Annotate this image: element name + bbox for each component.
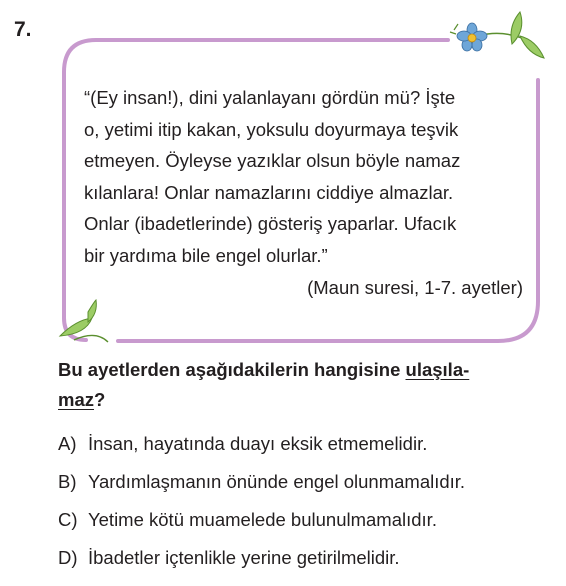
stem-underlined: maz	[58, 389, 94, 410]
leaf-icon	[60, 300, 108, 342]
verse-quote	[84, 82, 524, 271]
stem-line-1	[58, 355, 524, 385]
option-a[interactable]	[58, 432, 465, 470]
question-stem	[58, 355, 524, 415]
stem-text: ?	[94, 389, 106, 410]
stem-line-2	[58, 385, 524, 415]
option-letter: C)	[58, 509, 78, 530]
stem-text: Bu ayetlerden aşağıdakilerin hangisine	[58, 359, 406, 380]
option-letter: B)	[58, 471, 77, 492]
option-text: İbadetler içtenlikle yerine getirilmelidir.	[88, 547, 400, 568]
quote-line: kılanlara! Onlar namazlarını ciddiye almazlar.	[84, 181, 454, 203]
quote-line: etmeyen. Öyleyse yazıklar olsun böyle namaz	[84, 150, 461, 171]
option-text: Yetime kötü muamelede bulunulmamalıdır.	[88, 509, 437, 530]
option-d[interactable]	[58, 546, 465, 584]
quote-line: “(Ey insan!), dini yalanlayanı gördün mü? İşte	[84, 87, 456, 108]
option-text: Yardımlaşmanın önünde engel olunmamalıdır.	[88, 471, 466, 492]
option-b[interactable]	[58, 470, 465, 508]
option-c[interactable]	[58, 508, 465, 546]
quote-line: Onlar (ibadetlerinde) gösteriş yaparlar. Ufacık	[84, 213, 457, 234]
option-letter: A)	[58, 433, 77, 454]
question-number: 7.	[14, 18, 32, 41]
answer-options	[58, 432, 465, 584]
flower-icon	[450, 12, 544, 58]
verse-source: (Maun suresi, 1-7. ayetler)	[307, 277, 523, 298]
stem-underlined: ulaşıla-	[405, 359, 470, 380]
quote-line: o, yetimi itip kakan, yoksulu doyurmaya teşvik	[84, 118, 459, 140]
option-text: İnsan, hayatında duayı eksik etmemelidir.	[88, 433, 428, 454]
quote-line: bir yardıma bile engel olurlar.”	[84, 244, 328, 266]
option-letter: D)	[58, 547, 78, 568]
